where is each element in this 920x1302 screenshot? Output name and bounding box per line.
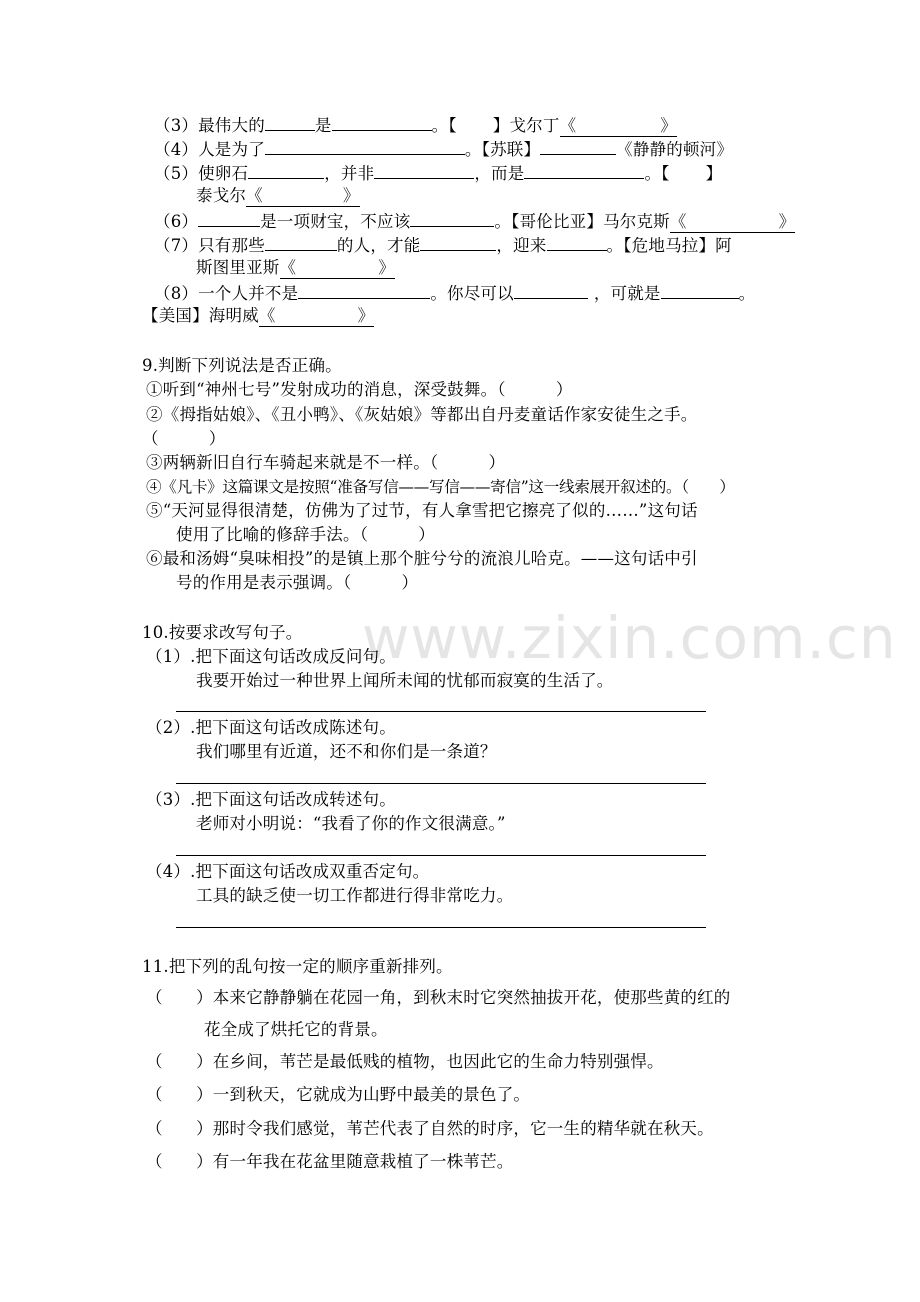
q9-item-6-cont: 号的作用是表示强调。（ ） [176,573,419,592]
q8-item-6: （6） 是一项财宝，不应该 。【哥伦比亚】马尔克斯《 》 [154,209,795,233]
blank[interactable] [661,281,739,299]
blank[interactable] [198,209,260,227]
q10-title: 10.按要求改写句子。 [142,623,303,642]
q11-item-1: （ ）本来它静静躺在花园一角，到秋末时它突然抽拔开花，使那些黄的红的 [146,988,731,1007]
q10-sub-4-text: 工具的缺乏使一切工作都进行得非常吃力。 [196,886,514,905]
q10-sub-2-text: 我们哪里有近道，还不和你们是一条道？ [196,742,497,761]
q8-item-8: （8）一个人并不是 。你尽可以 ，可就是 。 [154,281,755,305]
blank[interactable] [265,113,315,131]
title-blank[interactable]: 《 》 [246,186,360,205]
answer-line[interactable] [176,927,706,928]
q8-item-7: （7）只有那些 的人，才能 ，迎来 。【危地马拉】阿 [154,233,732,257]
answer-line[interactable] [176,855,706,856]
q10-sub-2: （2）.把下面这句话改成陈述句。 [146,718,396,737]
q8-item-7-cont: 斯图里亚斯《 》 [196,258,395,277]
blank[interactable] [514,281,588,299]
blank[interactable] [374,161,474,179]
q9-title: 9.判断下列说法是否正确。 [142,356,342,375]
q11-item-5: （ ）有一年我在花盆里随意栽植了一株苇芒。 [146,1152,514,1171]
answer-line[interactable] [176,711,706,712]
title-blank[interactable]: 《 》 [559,116,677,135]
blank[interactable] [265,233,337,251]
title-blank[interactable]: 《 》 [258,306,375,325]
q9-item-4: ④《凡卡》这篇课文是按照“准备写信——写信——寄信”这一线索展开叙述的。（ ） [146,478,735,496]
q9-item-2-cont: （ ） [142,429,226,448]
q10-sub-4: （4）.把下面这句话改成双重否定句。 [146,862,430,881]
blank[interactable] [547,233,607,251]
blank[interactable] [332,113,432,131]
q8-item-4: （4）人是为了 。【苏联】 《静静的顿河》 [154,137,733,161]
blank[interactable] [540,137,616,155]
watermark: www.zixin.com.cn [362,604,897,672]
title-blank[interactable]: 《 》 [669,212,796,231]
q9-item-2: ②《拇指姑娘》、《丑小鸭》、《灰姑娘》等都出自丹麦童话作家安徒生之手。 [146,405,698,424]
q10-sub-1: （1）.把下面这句话改成反问句。 [146,647,396,666]
q8-item-5: （5）使卵石 ，并非 ，而是 。【 】 [154,161,722,185]
q9-item-6: ⑥最和汤姆“臭味相投”的是镇上那个脏兮兮的流浪儿哈克。——这句话中引 [146,549,698,568]
title-blank[interactable]: 《 》 [279,258,395,277]
q10-sub-3-text: 老师对小明说：“我看了你的作文很满意。” [196,814,506,833]
blank[interactable] [420,233,496,251]
q11-item-1-cont: 花全成了烘托它的背景。 [204,1020,388,1039]
blank[interactable] [298,281,430,299]
q8-item-5-cont: 泰戈尔《 》 [196,186,360,205]
blank[interactable] [248,161,324,179]
q11-item-2: （ ）在乡间，苇芒是最低贱的植物，也因此它的生命力特别强悍。 [146,1052,664,1071]
blank[interactable] [265,137,465,155]
q10-sub-3: （3）.把下面这句话改成转述句。 [146,790,396,809]
answer-line[interactable] [176,783,706,784]
q10-sub-1-text: 我要开始过一种世界上闻所未闻的忧郁而寂寞的生活了。 [196,671,614,690]
q8-item-8-cont: 【美国】海明威《 》 [142,306,375,325]
blank[interactable] [410,209,494,227]
q9-item-1: ①听到“神州七号”发射成功的消息，深受鼓舞。（ ） [146,380,573,399]
q11-item-4: （ ）那时令我们感觉，苇芒代表了自然的时序，它一生的精华就在秋天。 [146,1119,714,1138]
blank[interactable] [524,161,644,179]
q8-item-3: （3）最伟大的 是 。【 】戈尔丁《 》 [154,113,677,137]
q11-title: 11.把下列的乱句按一定的顺序重新排列。 [142,957,453,976]
q9-item-3: ③两辆新旧自行车骑起来就是不一样。（ ） [146,453,506,472]
q9-item-5-cont: 使用了比喻的修辞手法。（ ） [176,525,435,544]
q9-item-5: ⑤“天河显得很清楚，仿佛为了过节，有人拿雪把它擦亮了似的……”这句话 [146,501,698,520]
q11-item-3: （ ）一到秋天，它就成为山野中最美的景色了。 [146,1085,531,1104]
